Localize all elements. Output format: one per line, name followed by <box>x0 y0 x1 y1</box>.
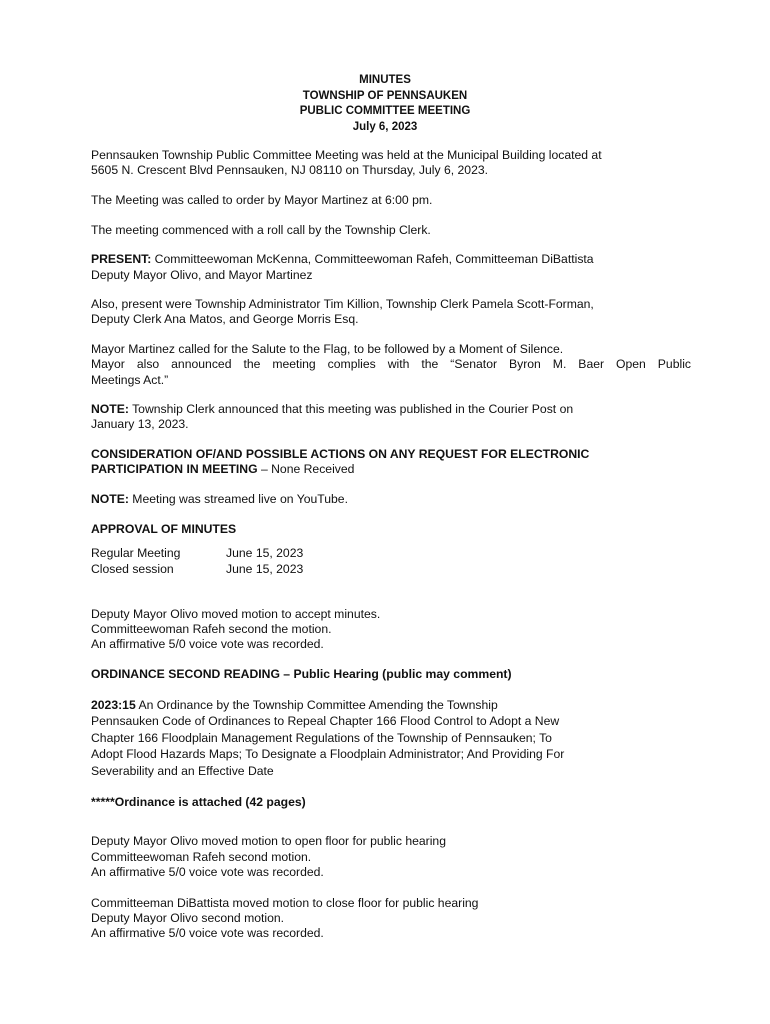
present-label: PRESENT: <box>91 252 152 267</box>
approval-heading: APPROVAL OF MINUTES <box>91 521 237 536</box>
note-label: NOTE: <box>91 402 129 417</box>
ordinance-paragraph <box>91 697 691 780</box>
electronic-heading-line-2: PARTICIPATION IN MEETING <box>91 462 258 477</box>
electronic-status: – None Received <box>257 462 355 477</box>
open-floor-paragraph <box>91 834 691 880</box>
document-header <box>0 73 770 135</box>
stream-note-label: NOTE: <box>91 492 129 507</box>
stream-note-text: Meeting was streamed live on YouTube. <box>128 492 348 507</box>
roll-call-paragraph: The meeting commenced with a roll call by the Township Clerk. <box>91 222 431 237</box>
close-floor-line-3: An affirmative 5/0 voice vote was recorded. <box>91 926 324 941</box>
present-paragraph <box>91 252 691 282</box>
salute-paragraph <box>91 342 691 388</box>
also-present-paragraph <box>91 297 691 327</box>
ordinance-attached-note: *****Ordinance is attached (42 pages) <box>91 795 306 810</box>
meeting-type-cell: Regular Meeting <box>91 545 181 560</box>
ordinance-line-5: Severability and an Effective Date <box>91 763 274 778</box>
meeting-date-cell: June 15, 2023 <box>226 561 304 576</box>
close-floor-line-2: Deputy Mayor Olivo second motion. <box>91 911 285 926</box>
header-date: July 6, 2023 <box>352 120 418 133</box>
note-text-line-2: January 13, 2023. <box>91 417 189 432</box>
also-present-line-1: Also, present were Township Administrator Tim Killion, Township Clerk Pamela Scott-Forman, <box>91 297 594 312</box>
ordinance-line-1: An Ordinance by the Township Committee Amending the Township <box>135 697 498 712</box>
present-text-line-2: Deputy Mayor Olivo, and Mayor Martinez <box>91 267 313 282</box>
close-floor-line-1: Committeeman DiBattista moved motion to close floor for public hearing <box>91 896 479 911</box>
note-text-line-1: Township Clerk announced that this meeting was published in the Courier Post on <box>128 402 574 417</box>
approval-motion-line-1: Deputy Mayor Olivo moved motion to accept minutes. <box>91 606 381 621</box>
salute-line-2: Mayor also announced the meeting complies with the “Senator Byron M. Baer Open Public <box>91 357 691 372</box>
meeting-type-cell: Closed session <box>91 561 174 576</box>
ordinance-number: 2023:15 <box>91 697 136 712</box>
document-body <box>91 148 691 956</box>
publication-note-paragraph <box>91 402 691 432</box>
meeting-date-cell: June 15, 2023 <box>226 545 304 560</box>
intro-paragraph <box>91 148 691 178</box>
intro-line-1: Pennsauken Township Public Committee Meeting was held at the Municipal Building located at <box>91 148 602 162</box>
also-present-line-2: Deputy Clerk Ana Matos, and George Morris Esq. <box>91 312 359 327</box>
intro-line-2: 5605 N. Crescent Blvd Pennsauken, NJ 08110 on Thursday, July 6, 2023. <box>91 163 489 178</box>
open-floor-line-2: Committeewoman Rafeh second motion. <box>91 849 312 864</box>
electronic-participation-paragraph <box>91 447 691 477</box>
approval-table <box>91 545 303 577</box>
approval-motion-line-3: An affirmative 5/0 voice vote was recorded. <box>91 637 324 652</box>
table-row <box>91 545 303 561</box>
ordinance-line-4: Adopt Flood Hazards Maps; To Designate a Floodplain Administrator; And Providing For <box>91 747 565 762</box>
header-meeting: PUBLIC COMMITTEE MEETING <box>299 105 471 117</box>
header-title: MINUTES <box>359 74 411 86</box>
ordinance-line-3: Chapter 166 Floodplain Management Regulations of the Township of Pennsauken; To <box>91 730 552 745</box>
approval-motion-line-2: Committeewoman Rafeh second the motion. <box>91 622 332 637</box>
open-floor-line-3: An affirmative 5/0 voice vote was recorded. <box>91 864 324 879</box>
header-township: TOWNSHIP OF PENNSAUKEN <box>302 89 468 102</box>
ordinance-line-2: Pennsauken Code of Ordinances to Repeal Chapter 166 Flood Control to Adopt a New <box>91 714 560 729</box>
ordinance-heading: ORDINANCE SECOND READING – Public Hearing (public may comment) <box>91 667 512 682</box>
electronic-heading-line-1: CONSIDERATION OF/AND POSSIBLE ACTIONS ON ANY REQUEST FOR ELECTRONIC <box>91 447 590 462</box>
call-to-order-paragraph: The Meeting was called to order by Mayor Martinez at 6:00 pm. <box>91 192 433 207</box>
open-floor-line-1: Deputy Mayor Olivo moved motion to open floor for public hearing <box>91 834 446 849</box>
approval-motion-paragraph <box>91 607 691 653</box>
present-text-line-1: Committeewoman McKenna, Committeewoman Rafeh, Committeeman DiBattista <box>151 252 594 267</box>
stream-note-paragraph <box>91 492 691 507</box>
salute-line-3: Meetings Act.” <box>91 372 169 387</box>
table-row <box>91 561 303 577</box>
close-floor-paragraph <box>91 896 691 942</box>
salute-line-1: Mayor Martinez called for the Salute to the Flag, to be followed by a Moment of Silence. <box>91 342 564 357</box>
